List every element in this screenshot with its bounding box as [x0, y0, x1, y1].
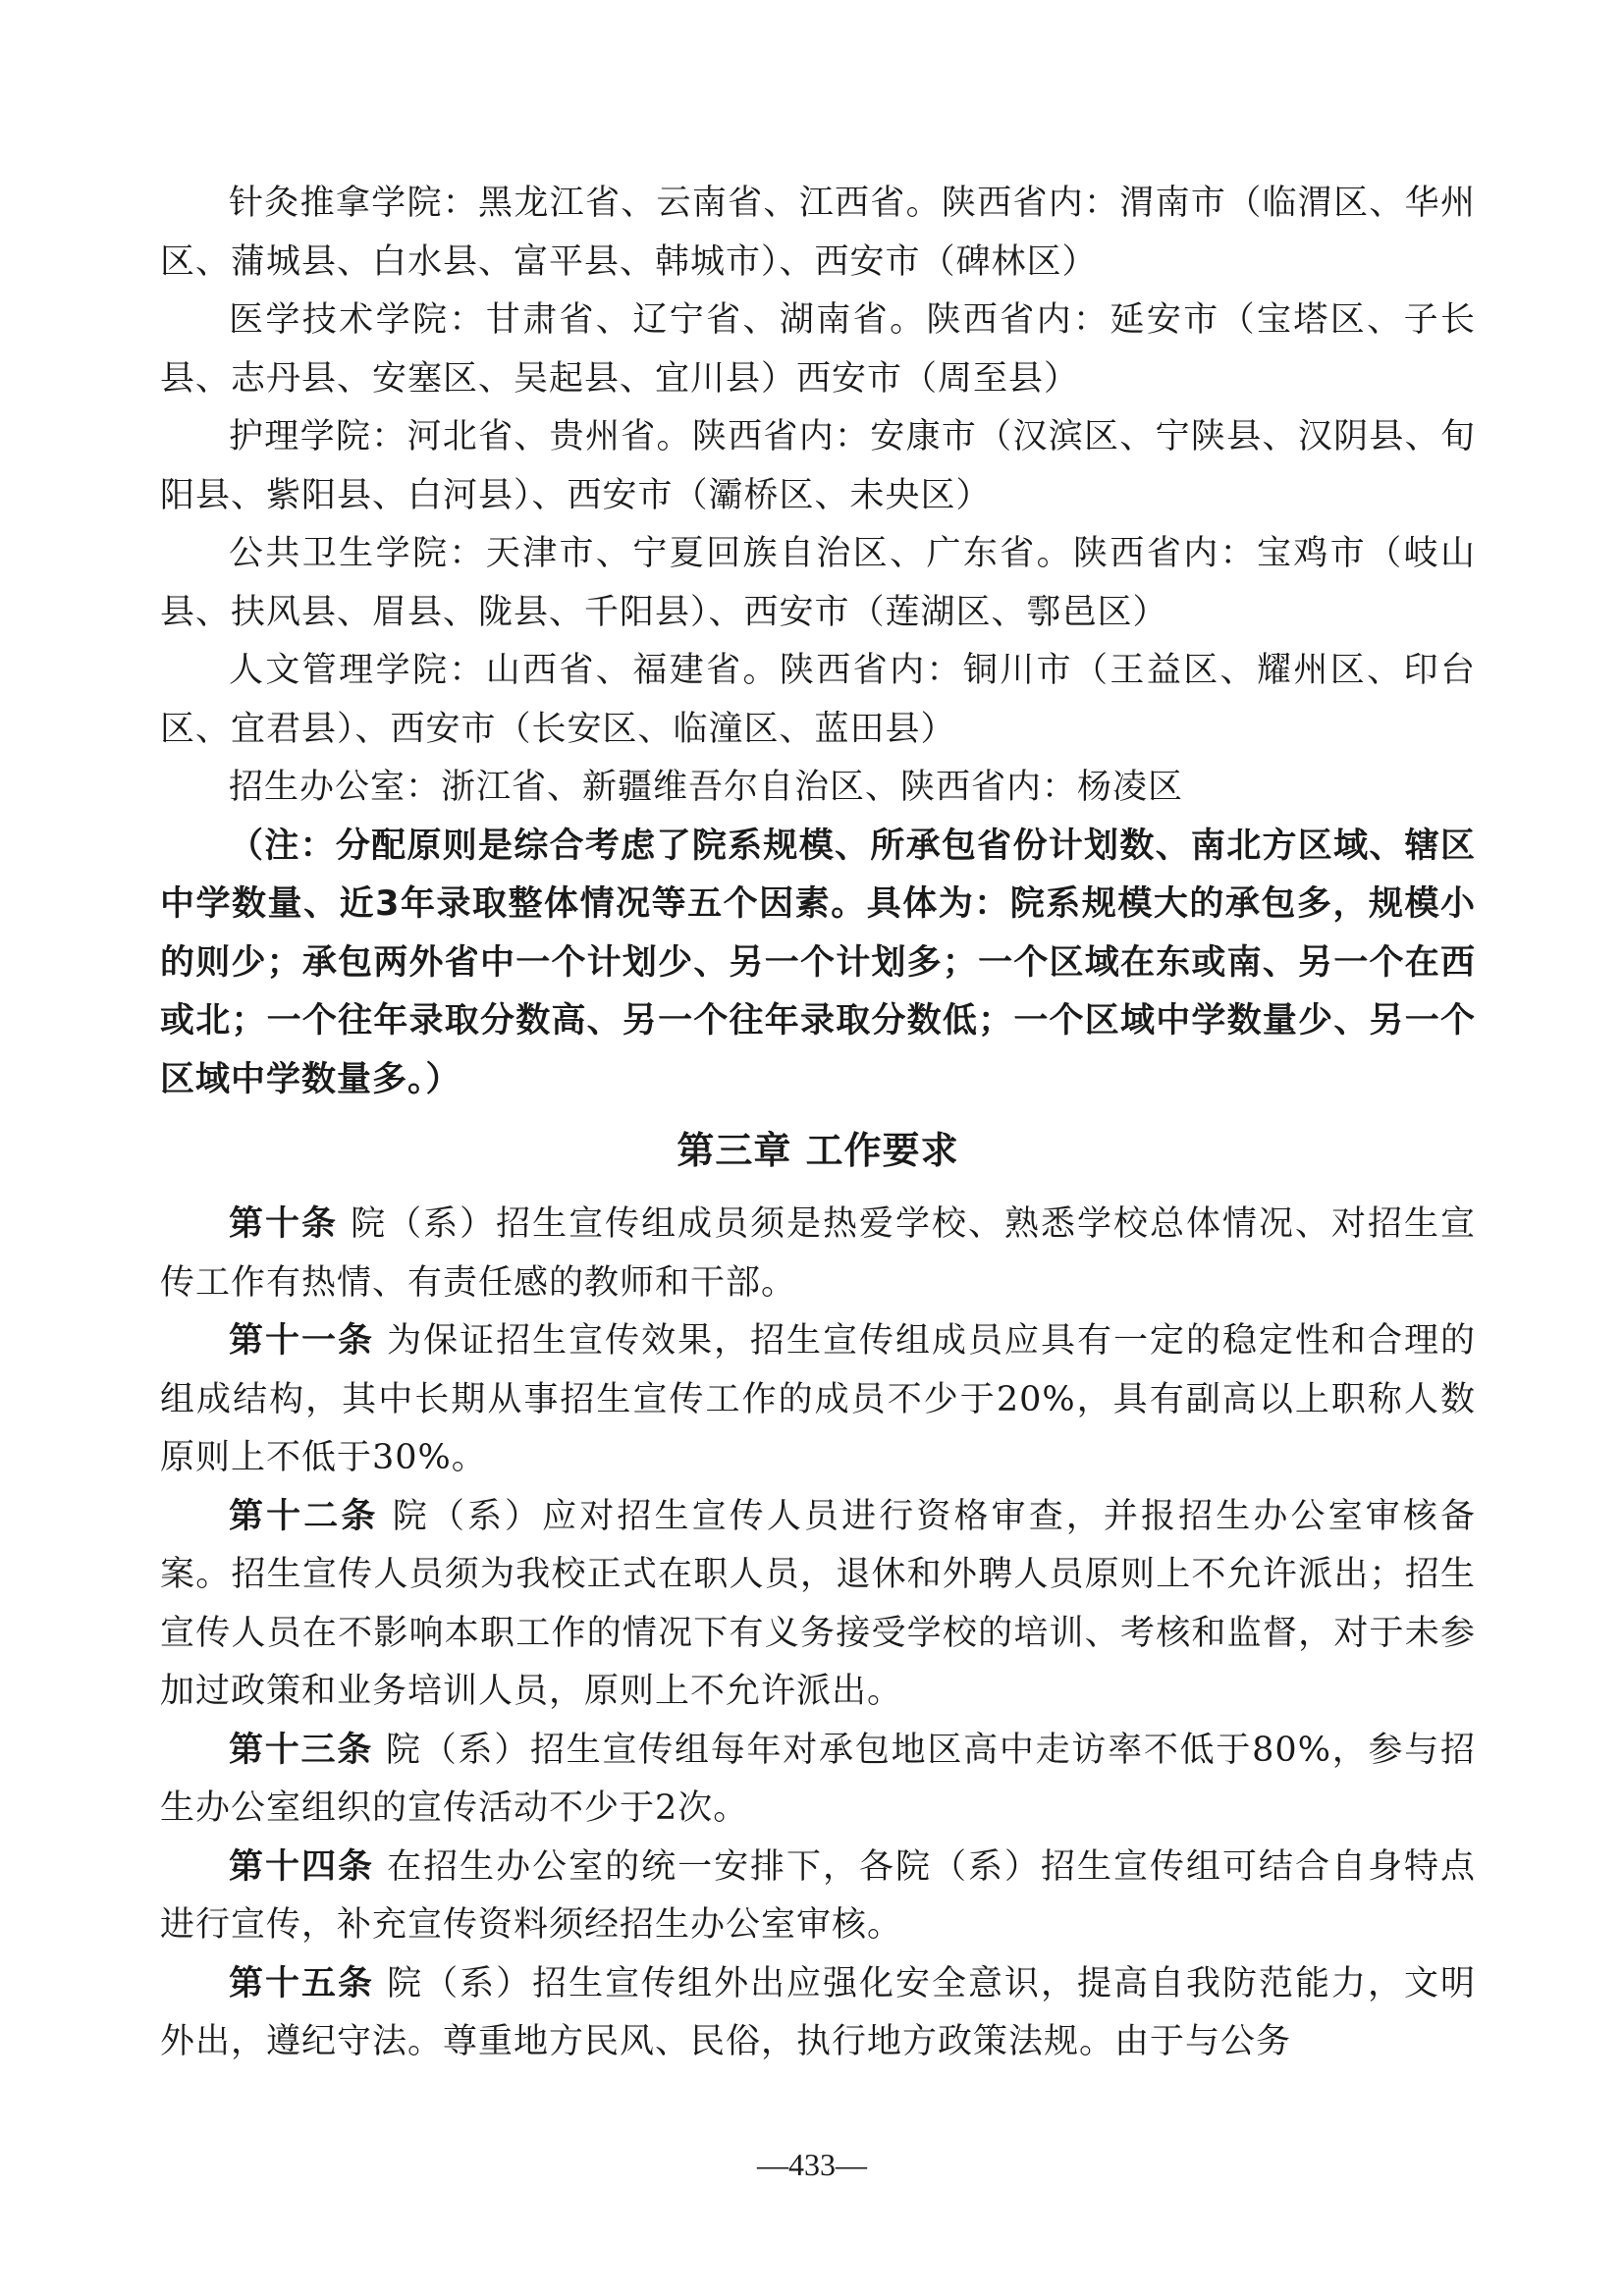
college-name: 人文管理学院 — [229, 651, 450, 690]
article-label: 第十二条 — [229, 1496, 379, 1536]
allocation-paragraph — [160, 525, 1476, 642]
article-paragraph — [160, 1955, 1476, 2072]
page-number: —433— — [757, 2147, 867, 2182]
college-name: 医学技术学院 — [229, 300, 450, 340]
article-label: 第十三条 — [229, 1730, 374, 1770]
article-label: 第十一条 — [229, 1321, 374, 1361]
article-paragraph — [160, 1839, 1476, 1955]
allocation-paragraph — [160, 408, 1476, 525]
article-label: 第十条 — [229, 1204, 338, 1244]
article-label: 第十四条 — [229, 1846, 374, 1887]
allocation-note: （注：分配原则是综合考虑了院系规模、所承包省份计划数、南北方区域、辖区中学数量、近3年录取整体情况等五个因素。具体为：院系规模大的承包多，规模小的则少；承包两外省中一个计划少、另一个计划多；一个区域在东或南、另一个在西或北；一个往年录取分数高、另一个往年录取分数低；一个区域中学数量少、另一个区域中学数量多。） — [160, 826, 1476, 1099]
college-name: 针灸推拿学院 — [229, 184, 443, 223]
article-text: 为保证招生宣传效果，招生宣传组成员应具有一定的稳定性和合理的组成结构，其中长期从事招生宣传工作的成员不少于20%，具有副高以上职称人数原则上不低于30%。 — [160, 1321, 1476, 1477]
college-name: 招生办公室 — [229, 768, 406, 807]
document-body — [160, 175, 1476, 2072]
allocation-text: ：浙江省、新疆维吾尔自治区、陕西省内：杨凌区 — [406, 768, 1184, 807]
allocation-text: ：河北省、贵州省。陕西省内：安康市（汉滨区、宁陕县、汉阴县、旬阳县、紫阳县、白河县）、西安市（灞桥区、未央区） — [160, 417, 1476, 515]
article-paragraph — [160, 1196, 1476, 1312]
allocation-text: ：山西省、福建省。陕西省内：铜川市（王益区、耀州区、印台区、宜君县）、西安市（长安区、临潼区、蓝田县） — [160, 651, 1476, 749]
allocation-text: ：黑龙江省、云南省、江西省。陕西省内：渭南市（临渭区、华州区、蒲城县、白水县、富平县、韩城市）、西安市（碑林区） — [160, 184, 1476, 282]
article-paragraph — [160, 1312, 1476, 1488]
article-text: 院（系）招生宣传组成员须是热爱学校、熟悉学校总体情况、对招生宣传工作有热情、有责任感的教师和干部。 — [160, 1204, 1476, 1303]
article-paragraph — [160, 1722, 1476, 1839]
article-text: 院（系）招生宣传组每年对承包地区高中走访率不低于80%，参与招生办公室组织的宣传活动不少于2次。 — [160, 1730, 1476, 1828]
allocation-paragraph — [160, 759, 1476, 818]
college-name: 公共卫生学院 — [229, 534, 450, 573]
article-text: 院（系）应对招生宣传人员进行资格审查，并报招生办公室审核备案。招生宣传人员须为我校正式在职人员，退休和外聘人员原则上不允许派出；招生宣传人员在不影响本职工作的情况下有义务接受学校的培训、考核和监督，对于未参加过政策和业务培训人员，原则上不允许派出。 — [160, 1496, 1476, 1711]
college-name: 护理学院 — [229, 417, 372, 456]
allocation-text: ：天津市、宁夏回族自治区、广东省。陕西省内：宝鸡市（岐山县、扶风县、眉县、陇县、千阳县）、西安市（莲湖区、鄠邑区） — [160, 534, 1476, 632]
allocation-paragraph — [160, 642, 1476, 759]
allocation-paragraph — [160, 175, 1476, 292]
article-label: 第十五条 — [229, 1963, 374, 2003]
article-text: 院（系）招生宣传组外出应强化安全意识，提高自我防范能力，文明外出，遵纪守法。尊重地方民风、民俗，执行地方政策法规。由于与公务 — [160, 1963, 1476, 2061]
allocation-text: ：甘肃省、辽宁省、湖南省。陕西省内：延安市（宝塔区、子长县、志丹县、安塞区、吴起县、宜川县）西安市（周至县） — [160, 300, 1476, 399]
article-paragraph — [160, 1488, 1476, 1722]
article-text: 在招生办公室的统一安排下，各院（系）招生宣传组可结合自身特点进行宣传，补充宣传资料须经招生办公室审核。 — [160, 1846, 1476, 1945]
chapter-heading: 第三章 工作要求 — [677, 1129, 959, 1172]
allocation-paragraph — [160, 292, 1476, 408]
